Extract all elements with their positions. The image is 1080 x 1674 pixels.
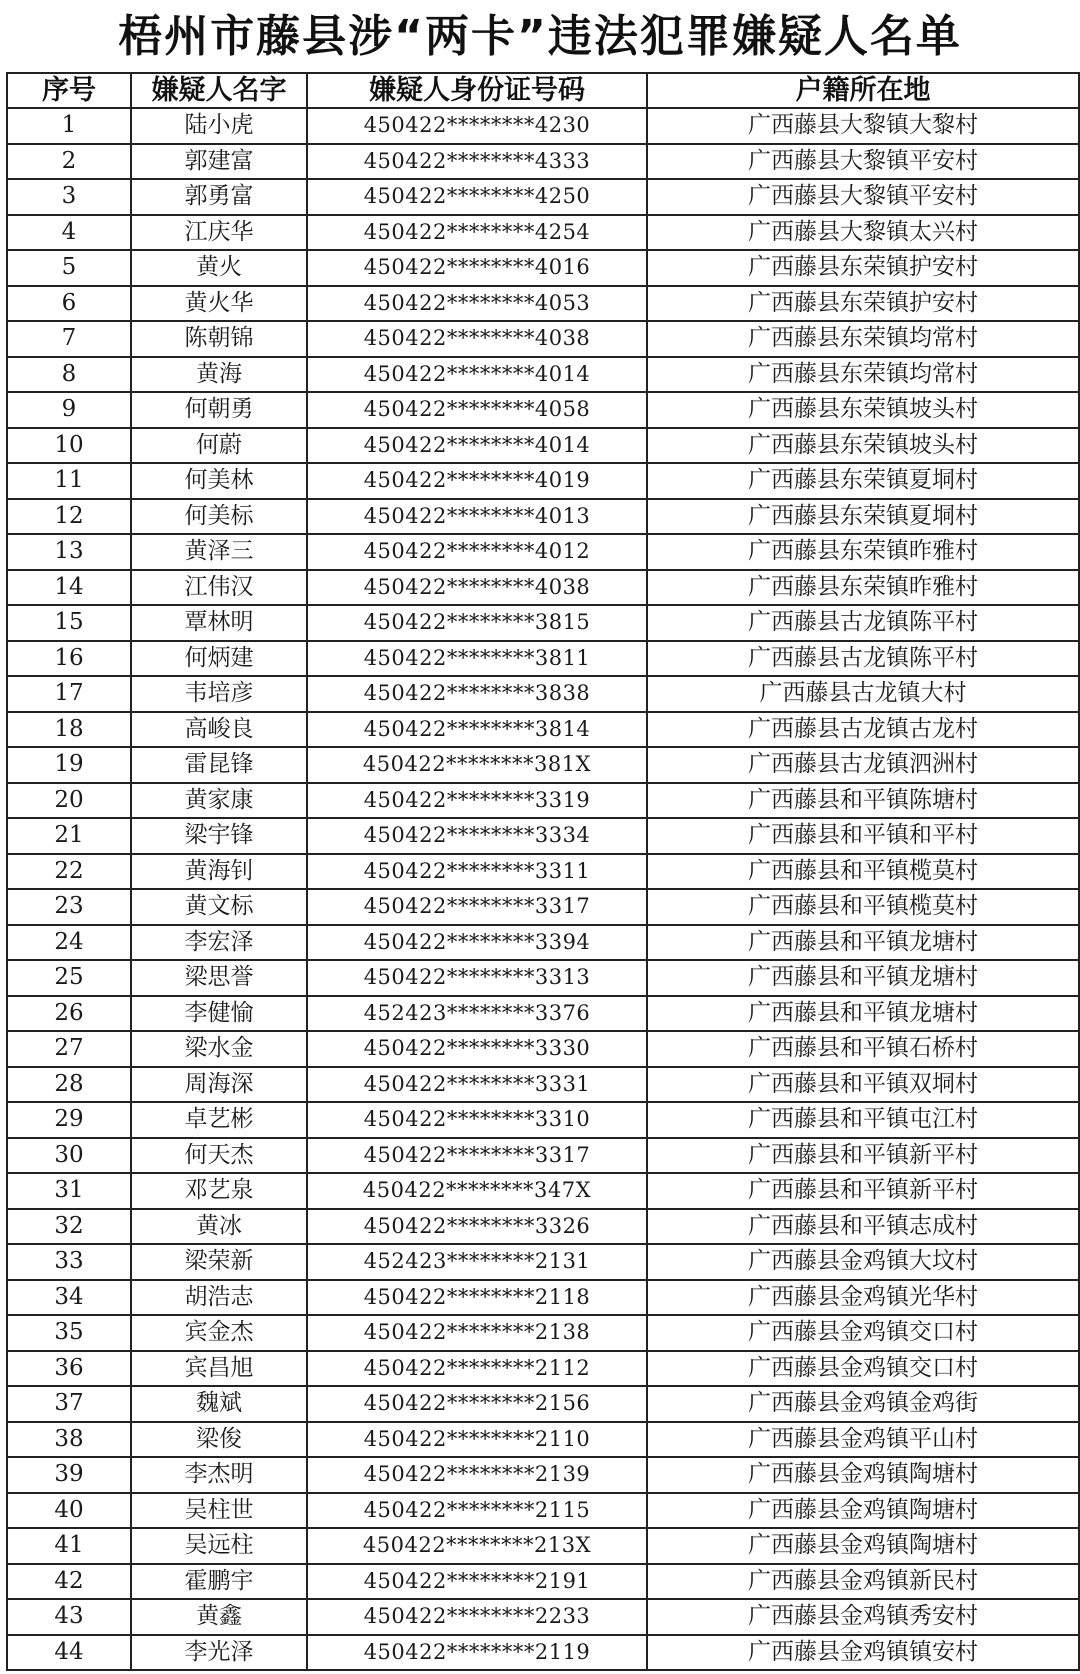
cell-id: 450422********4014 [307,357,647,393]
cell-number: 10 [7,428,131,464]
cell-number: 5 [7,250,131,286]
column-header-residence: 户籍所在地 [647,73,1079,108]
cell-residence: 广西藤县大黎镇平安村 [647,144,1079,180]
table-row [7,747,1079,783]
cell-id: 450422********3319 [307,783,647,819]
column-header-number: 序号 [7,73,131,108]
table-row [7,712,1079,748]
cell-number: 33 [7,1244,131,1280]
table-row [7,215,1079,251]
cell-number: 12 [7,499,131,535]
cell-name: 李健愉 [131,996,307,1032]
cell-id: 450422********3313 [307,960,647,996]
cell-number: 15 [7,605,131,641]
cell-number: 30 [7,1138,131,1174]
table-row [7,925,1079,961]
cell-name: 雷昆锋 [131,747,307,783]
cell-id: 450422********3310 [307,1102,647,1138]
cell-residence: 广西藤县金鸡镇交口村 [647,1315,1079,1351]
table-row [7,1244,1079,1280]
cell-name: 邓艺泉 [131,1173,307,1209]
cell-number: 24 [7,925,131,961]
cell-name: 李杰明 [131,1457,307,1493]
cell-id: 450422********2115 [307,1493,647,1529]
cell-number: 8 [7,357,131,393]
cell-name: 李光泽 [131,1635,307,1671]
cell-residence: 广西藤县和平镇榄莫村 [647,889,1079,925]
cell-residence: 广西藤县金鸡镇光华村 [647,1280,1079,1316]
table-row [7,1635,1079,1671]
cell-residence: 广西藤县和平镇双垌村 [647,1067,1079,1103]
table-row [7,1564,1079,1600]
cell-number: 38 [7,1422,131,1458]
cell-id: 450422********4016 [307,250,647,286]
cell-number: 4 [7,215,131,251]
cell-name: 黄火 [131,250,307,286]
cell-number: 19 [7,747,131,783]
cell-name: 黄海钊 [131,854,307,890]
cell-name: 黄火华 [131,286,307,322]
cell-number: 2 [7,144,131,180]
cell-number: 28 [7,1067,131,1103]
cell-name: 黄海 [131,357,307,393]
table-row [7,605,1079,641]
cell-number: 25 [7,960,131,996]
cell-residence: 广西藤县金鸡镇陶塘村 [647,1493,1079,1529]
cell-number: 22 [7,854,131,890]
cell-id: 450422********2138 [307,1315,647,1351]
cell-number: 44 [7,1635,131,1671]
column-header-id-number: 嫌疑人身份证号码 [307,73,647,108]
cell-name: 魏斌 [131,1386,307,1422]
table-body [7,108,1079,1670]
cell-name: 梁荣新 [131,1244,307,1280]
table-row [7,996,1079,1032]
cell-name: 黄冰 [131,1209,307,1245]
table-row [7,144,1079,180]
table-row [7,1599,1079,1635]
table-row [7,1209,1079,1245]
cell-id: 450422********213X [307,1528,647,1564]
table-row [7,641,1079,677]
table-row [7,1386,1079,1422]
cell-name: 黄文标 [131,889,307,925]
cell-id: 450422********3330 [307,1031,647,1067]
cell-residence: 广西藤县东荣镇昨雅村 [647,570,1079,606]
cell-id: 450422********2110 [307,1422,647,1458]
cell-residence: 广西藤县古龙镇古龙村 [647,712,1079,748]
cell-residence: 广西藤县大黎镇太兴村 [647,215,1079,251]
cell-number: 18 [7,712,131,748]
cell-number: 7 [7,321,131,357]
cell-residence: 广西藤县东荣镇夏垌村 [647,463,1079,499]
cell-id: 450422********4019 [307,463,647,499]
cell-name: 何美标 [131,499,307,535]
table-row [7,1067,1079,1103]
cell-residence: 广西藤县和平镇新平村 [647,1138,1079,1174]
table-row [7,1493,1079,1529]
cell-residence: 广西藤县和平镇陈塘村 [647,783,1079,819]
cell-id: 450422********4053 [307,286,647,322]
cell-name: 何天杰 [131,1138,307,1174]
cell-name: 何美林 [131,463,307,499]
cell-name: 覃林明 [131,605,307,641]
cell-name: 吴远柱 [131,1528,307,1564]
table-row [7,889,1079,925]
cell-residence: 广西藤县金鸡镇镇安村 [647,1635,1079,1671]
cell-residence: 广西藤县大黎镇大黎村 [647,108,1079,144]
cell-residence: 广西藤县金鸡镇大坟村 [647,1244,1079,1280]
table-row [7,499,1079,535]
cell-residence: 广西藤县金鸡镇秀安村 [647,1599,1079,1635]
cell-number: 29 [7,1102,131,1138]
cell-id: 450422********4038 [307,321,647,357]
table-row [7,1351,1079,1387]
table-row [7,1173,1079,1209]
cell-number: 20 [7,783,131,819]
cell-name: 郭勇富 [131,179,307,215]
cell-id: 450422********2156 [307,1386,647,1422]
cell-name: 韦培彦 [131,676,307,712]
cell-number: 1 [7,108,131,144]
cell-residence: 广西藤县和平镇石桥村 [647,1031,1079,1067]
cell-number: 3 [7,179,131,215]
cell-name: 黄鑫 [131,1599,307,1635]
table-row [7,676,1079,712]
cell-residence: 广西藤县东荣镇护安村 [647,250,1079,286]
cell-residence: 广西藤县金鸡镇平山村 [647,1422,1079,1458]
cell-number: 40 [7,1493,131,1529]
document-title: 梧州市藤县涉“两卡”违法犯罪嫌疑人名单 [118,11,962,62]
table-row [7,960,1079,996]
cell-residence: 广西藤县古龙镇陈平村 [647,605,1079,641]
table-row [7,854,1079,890]
cell-name: 梁思誉 [131,960,307,996]
cell-number: 13 [7,534,131,570]
cell-residence: 广西藤县古龙镇泗洲村 [647,747,1079,783]
cell-name: 周海深 [131,1067,307,1103]
table-row [7,1280,1079,1316]
cell-number: 43 [7,1599,131,1635]
cell-residence: 广西藤县金鸡镇新民村 [647,1564,1079,1600]
cell-name: 陆小虎 [131,108,307,144]
cell-id: 450422********2233 [307,1599,647,1635]
cell-name: 江庆华 [131,215,307,251]
column-header-name: 嫌疑人名字 [131,73,307,108]
cell-number: 42 [7,1564,131,1600]
cell-id: 450422********3311 [307,854,647,890]
table-row [7,534,1079,570]
table-row [7,818,1079,854]
cell-residence: 广西藤县和平镇新平村 [647,1173,1079,1209]
cell-number: 39 [7,1457,131,1493]
cell-name: 何蔚 [131,428,307,464]
cell-residence: 广西藤县金鸡镇陶塘村 [647,1528,1079,1564]
cell-number: 27 [7,1031,131,1067]
cell-id: 450422********4254 [307,215,647,251]
cell-residence: 广西藤县大黎镇平安村 [647,179,1079,215]
table-header [7,73,1079,108]
cell-number: 31 [7,1173,131,1209]
table-row [7,321,1079,357]
table-row [7,1528,1079,1564]
cell-id: 450422********347X [307,1173,647,1209]
cell-name: 宾昌旭 [131,1351,307,1387]
cell-id: 450422********4014 [307,428,647,464]
cell-name: 霍鹏宇 [131,1564,307,1600]
cell-number: 14 [7,570,131,606]
cell-id: 450422********4058 [307,392,647,428]
cell-residence: 广西藤县和平镇志成村 [647,1209,1079,1245]
cell-name: 江伟汉 [131,570,307,606]
table-row [7,1031,1079,1067]
cell-id: 450422********4013 [307,499,647,535]
cell-id: 450422********3326 [307,1209,647,1245]
cell-residence: 广西藤县金鸡镇交口村 [647,1351,1079,1387]
cell-number: 37 [7,1386,131,1422]
table-row [7,357,1079,393]
cell-id: 450422********2119 [307,1635,647,1671]
cell-number: 21 [7,818,131,854]
cell-id: 452423********3376 [307,996,647,1032]
cell-number: 32 [7,1209,131,1245]
cell-name: 吴柱世 [131,1493,307,1529]
cell-residence: 广西藤县和平镇榄莫村 [647,854,1079,890]
cell-residence: 广西藤县东荣镇均常村 [647,321,1079,357]
cell-id: 450422********381X [307,747,647,783]
cell-id: 450422********3334 [307,818,647,854]
table-row [7,463,1079,499]
cell-number: 17 [7,676,131,712]
table-row [7,1457,1079,1493]
cell-id: 450422********4012 [307,534,647,570]
cell-number: 16 [7,641,131,677]
cell-id: 450422********2118 [307,1280,647,1316]
cell-name: 梁水金 [131,1031,307,1067]
cell-residence: 广西藤县东荣镇坡头村 [647,428,1079,464]
cell-name: 胡浩志 [131,1280,307,1316]
suspect-list-table [6,72,1080,1671]
table-row [7,428,1079,464]
cell-number: 36 [7,1351,131,1387]
cell-id: 450422********3317 [307,889,647,925]
cell-id: 450422********4250 [307,179,647,215]
cell-name: 何朝勇 [131,392,307,428]
cell-id: 450422********4230 [307,108,647,144]
cell-id: 450422********3838 [307,676,647,712]
cell-residence: 广西藤县东荣镇护安村 [647,286,1079,322]
cell-residence: 广西藤县和平镇龙塘村 [647,960,1079,996]
cell-name: 宾金杰 [131,1315,307,1351]
cell-id: 450422********3394 [307,925,647,961]
cell-id: 450422********3815 [307,605,647,641]
cell-number: 41 [7,1528,131,1564]
cell-name: 高峻良 [131,712,307,748]
table-row [7,392,1079,428]
table-row [7,1102,1079,1138]
cell-residence: 广西藤县金鸡镇陶塘村 [647,1457,1079,1493]
cell-id: 450422********2191 [307,1564,647,1600]
cell-id: 450422********2112 [307,1351,647,1387]
table-row [7,179,1079,215]
cell-name: 李宏泽 [131,925,307,961]
table-row [7,570,1079,606]
header-row [7,73,1079,108]
table-row [7,250,1079,286]
cell-number: 26 [7,996,131,1032]
table-row [7,1315,1079,1351]
cell-residence: 广西藤县东荣镇均常村 [647,357,1079,393]
cell-residence: 广西藤县东荣镇夏垌村 [647,499,1079,535]
cell-name: 黄泽三 [131,534,307,570]
table-row [7,1422,1079,1458]
cell-id: 450422********4038 [307,570,647,606]
cell-residence: 广西藤县东荣镇坡头村 [647,392,1079,428]
cell-name: 卓艺彬 [131,1102,307,1138]
cell-name: 何炳建 [131,641,307,677]
cell-id: 450422********2139 [307,1457,647,1493]
cell-id: 450422********3811 [307,641,647,677]
cell-number: 11 [7,463,131,499]
table-row [7,1138,1079,1174]
cell-number: 34 [7,1280,131,1316]
cell-id: 450422********3331 [307,1067,647,1103]
cell-residence: 广西藤县古龙镇陈平村 [647,641,1079,677]
cell-id: 450422********3317 [307,1138,647,1174]
cell-residence: 广西藤县东荣镇昨雅村 [647,534,1079,570]
cell-residence: 广西藤县和平镇和平村 [647,818,1079,854]
cell-id: 452423********2131 [307,1244,647,1280]
cell-name: 陈朝锦 [131,321,307,357]
cell-name: 梁俊 [131,1422,307,1458]
cell-residence: 广西藤县金鸡镇金鸡街 [647,1386,1079,1422]
table-row [7,783,1079,819]
cell-id: 450422********4333 [307,144,647,180]
cell-number: 6 [7,286,131,322]
table-row [7,108,1079,144]
cell-number: 23 [7,889,131,925]
cell-number: 35 [7,1315,131,1351]
cell-name: 黄家康 [131,783,307,819]
cell-number: 9 [7,392,131,428]
cell-name: 梁宇锋 [131,818,307,854]
cell-name: 郭建富 [131,144,307,180]
cell-id: 450422********3814 [307,712,647,748]
cell-residence: 广西藤县和平镇屯江村 [647,1102,1079,1138]
table-row [7,286,1079,322]
cell-residence: 广西藤县古龙镇大村 [647,676,1079,712]
cell-residence: 广西藤县和平镇龙塘村 [647,925,1079,961]
cell-residence: 广西藤县和平镇龙塘村 [647,996,1079,1032]
